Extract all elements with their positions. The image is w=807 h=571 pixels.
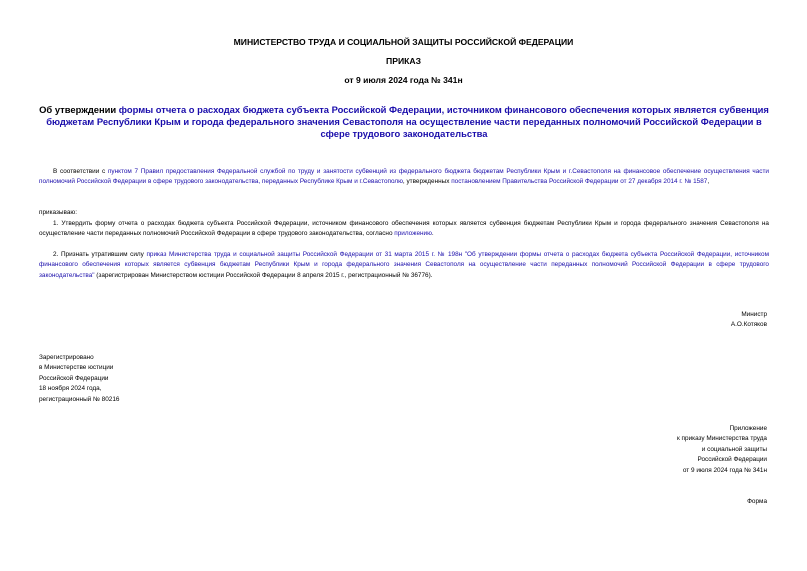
signatory-position: Министр xyxy=(741,311,767,318)
appendix-line: Приложение xyxy=(729,425,767,432)
appendix-line: от 9 июля 2024 года № 341н xyxy=(682,466,767,474)
document-type-heading: ПРИКАЗ xyxy=(386,56,421,66)
document-date-number: от 9 июля 2024 года № 341н xyxy=(344,75,463,85)
appendix-line: Российской Федерации xyxy=(697,456,767,464)
preamble-text-end: , xyxy=(707,178,710,186)
order-item-1-text: 1. Утвердить форму отчета о расходах бюджета субъекта Российской Федерации, источником финансового обеспечения которых является субвенция бюджетам Республики Крым и города федерального значения Севастополя на осуществление части переданных полномочий Российской Федерации в сфере трудового законодательства, согласно xyxy=(39,220,769,238)
order-item-2 xyxy=(39,250,769,281)
appendix-line: к приказу Министерства труда xyxy=(676,435,767,443)
repealed-order-link[interactable]: приказ Министерства труда и социальной защиты Российской Федерации от 31 марта 2015 г. № 198н "Об утверждении формы отчета о расходах бюджета субъекта Российской Федерации, источником финансового обеспечения которых является субвенция бюджетам Республики Крым и города федерального значения Севастополя на осуществление части переданных полномочий Российской Федерации в сфере трудового законодательства" xyxy=(39,251,769,279)
registration-line: в Министерстве юстиции xyxy=(39,364,114,372)
rules-point-7-link[interactable]: пунктом 7 Правил предоставления Федеральной службой по труду и занятости субвенций из федерального бюджета бюджетам Республики Крым и г.Севастополя на финансовое обеспечение осуществления части полномочий Российской Федерации в сфере трудового законодательства, переданных Республике Крым и г.Севастополю xyxy=(39,168,769,186)
registration-line: Зарегистрировано xyxy=(39,354,94,361)
registration-block xyxy=(39,353,119,405)
registration-line: регистрационный № 80216 xyxy=(39,395,120,403)
ordered-label: приказываю: xyxy=(39,209,77,216)
appendix-link[interactable]: приложению xyxy=(394,230,432,238)
ministry-heading: МИНИСТЕРСТВО ТРУДА И СОЦИАЛЬНОЙ ЗАЩИТЫ РОССИЙСКОЙ ФЕДЕРАЦИИ xyxy=(233,37,574,47)
appendix-line: и социальной защиты xyxy=(701,445,767,453)
order-item-1-end: . xyxy=(431,230,434,238)
preamble-paragraph xyxy=(39,167,769,188)
title-prefix: Об утверждении xyxy=(39,104,119,115)
appendix-block xyxy=(677,424,767,476)
registration-line: Российской Федерации xyxy=(39,374,109,382)
signature-block xyxy=(731,310,767,331)
order-item-1 xyxy=(39,219,769,240)
government-resolution-link[interactable]: постановлением Правительства Российской Федерации от 27 декабря 2014 г. № 1587 xyxy=(451,178,708,186)
document-title xyxy=(34,104,774,140)
order-item-2-text: 2. Признать утратившим силу xyxy=(53,251,147,258)
signatory-name: А.О.Котяков xyxy=(730,321,767,329)
form-label: Форма xyxy=(747,498,767,505)
title-form-link[interactable]: формы отчета о расходах бюджета субъекта Российской Федерации, источником финансового обеспечения которых является субвенция бюджетам Республики Крым и города федерального значения Севастополя на осуществление части переданных полномочий Российской Федерации в сфере трудового законодательства xyxy=(46,104,769,139)
registration-line: 18 ноября 2024 года, xyxy=(39,385,102,393)
order-item-2-end: (зарегистрирован Министерством юстиции Российской Федерации 8 апреля 2015 г., регистрационный № 36776). xyxy=(94,271,433,279)
preamble-text-middle: , утвержденных xyxy=(402,178,452,186)
preamble-text-start: В соответствии с xyxy=(53,168,108,175)
